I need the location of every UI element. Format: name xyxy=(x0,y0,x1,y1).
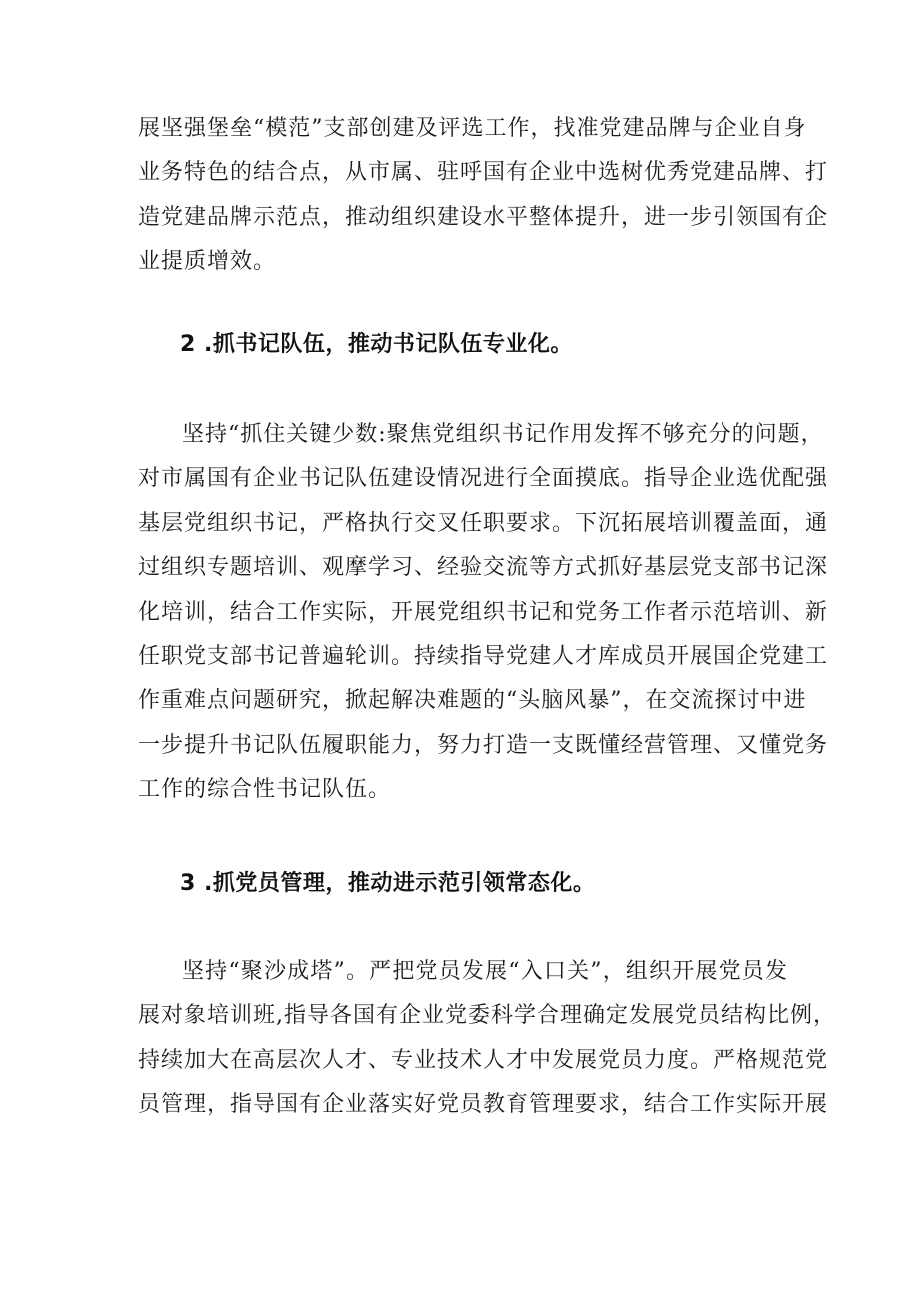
paragraph-line: 坚持“抓住关键少数:聚焦党组织书记作用发挥不够充分的问题， xyxy=(182,422,824,447)
paragraph-line: 员管理，指导国有企业落实好党员教育管理要求，结合工作实际开展 xyxy=(138,1092,829,1118)
paragraph-line: 任职党支部书记普遍轮训。持续指导党建人才库成员开展国企党建工 xyxy=(138,644,829,670)
body-paragraph-1 xyxy=(138,107,829,285)
section-heading-2: 2 .抓书记队伍，推动书记队伍专业化。 xyxy=(180,332,573,357)
paragraph-line: 展坚强堡垒“模范”支部创建及评选工作，找准党建品牌与企业自身 xyxy=(138,116,807,141)
paragraph-line: 坚持“聚沙成塔”。严把党员发展“入口关”，组织开展党员发 xyxy=(182,959,788,984)
paragraph-line: 对市属国有企业书记队伍建设情况进行全面摸底。指导企业选优配强 xyxy=(138,466,829,492)
paragraph-line: 展对象培训班,指导各国有企业党委科学合理确定发展党员结构比例， xyxy=(138,1003,836,1029)
paragraph-line: 化培训，结合工作实际，开展党组织书记和党务工作者示范培训、新 xyxy=(138,599,829,625)
paragraph-line: 一步提升书记队伍履职能力，努力打造一支既懂经营管理、又懂党务 xyxy=(138,732,829,758)
body-paragraph-2 xyxy=(138,413,829,813)
paragraph-line: 基层党组织书记，严格执行交叉任职要求。下沉拓展培训覆盖面，通 xyxy=(138,510,829,536)
paragraph-line: 业务特色的结合点，从市属、驻呼国有企业中选树优秀党建品牌、打 xyxy=(138,160,829,186)
paragraph-line: 业提质增效。 xyxy=(138,249,277,275)
paragraph-line: 作重难点问题研究，掀起解决难题的“头脑风暴”，在交流探讨中进 xyxy=(138,688,807,714)
paragraph-line: 持续加大在高层次人才、专业技术人才中发展党员力度。严格规范党 xyxy=(138,1047,829,1073)
section-heading-3: 3 .抓党员管理，推动进示范引领常态化。 xyxy=(180,871,596,896)
paragraph-line: 造党建品牌示范点，推动组织建设水平整体提升，进一步引领国有企 xyxy=(138,204,829,230)
paragraph-line: 过组织专题培训、观摩学习、经验交流等方式抓好基层党支部书记深 xyxy=(138,555,829,581)
body-paragraph-3 xyxy=(138,950,836,1128)
paragraph-line: 工作的综合性书记队伍。 xyxy=(138,777,392,803)
